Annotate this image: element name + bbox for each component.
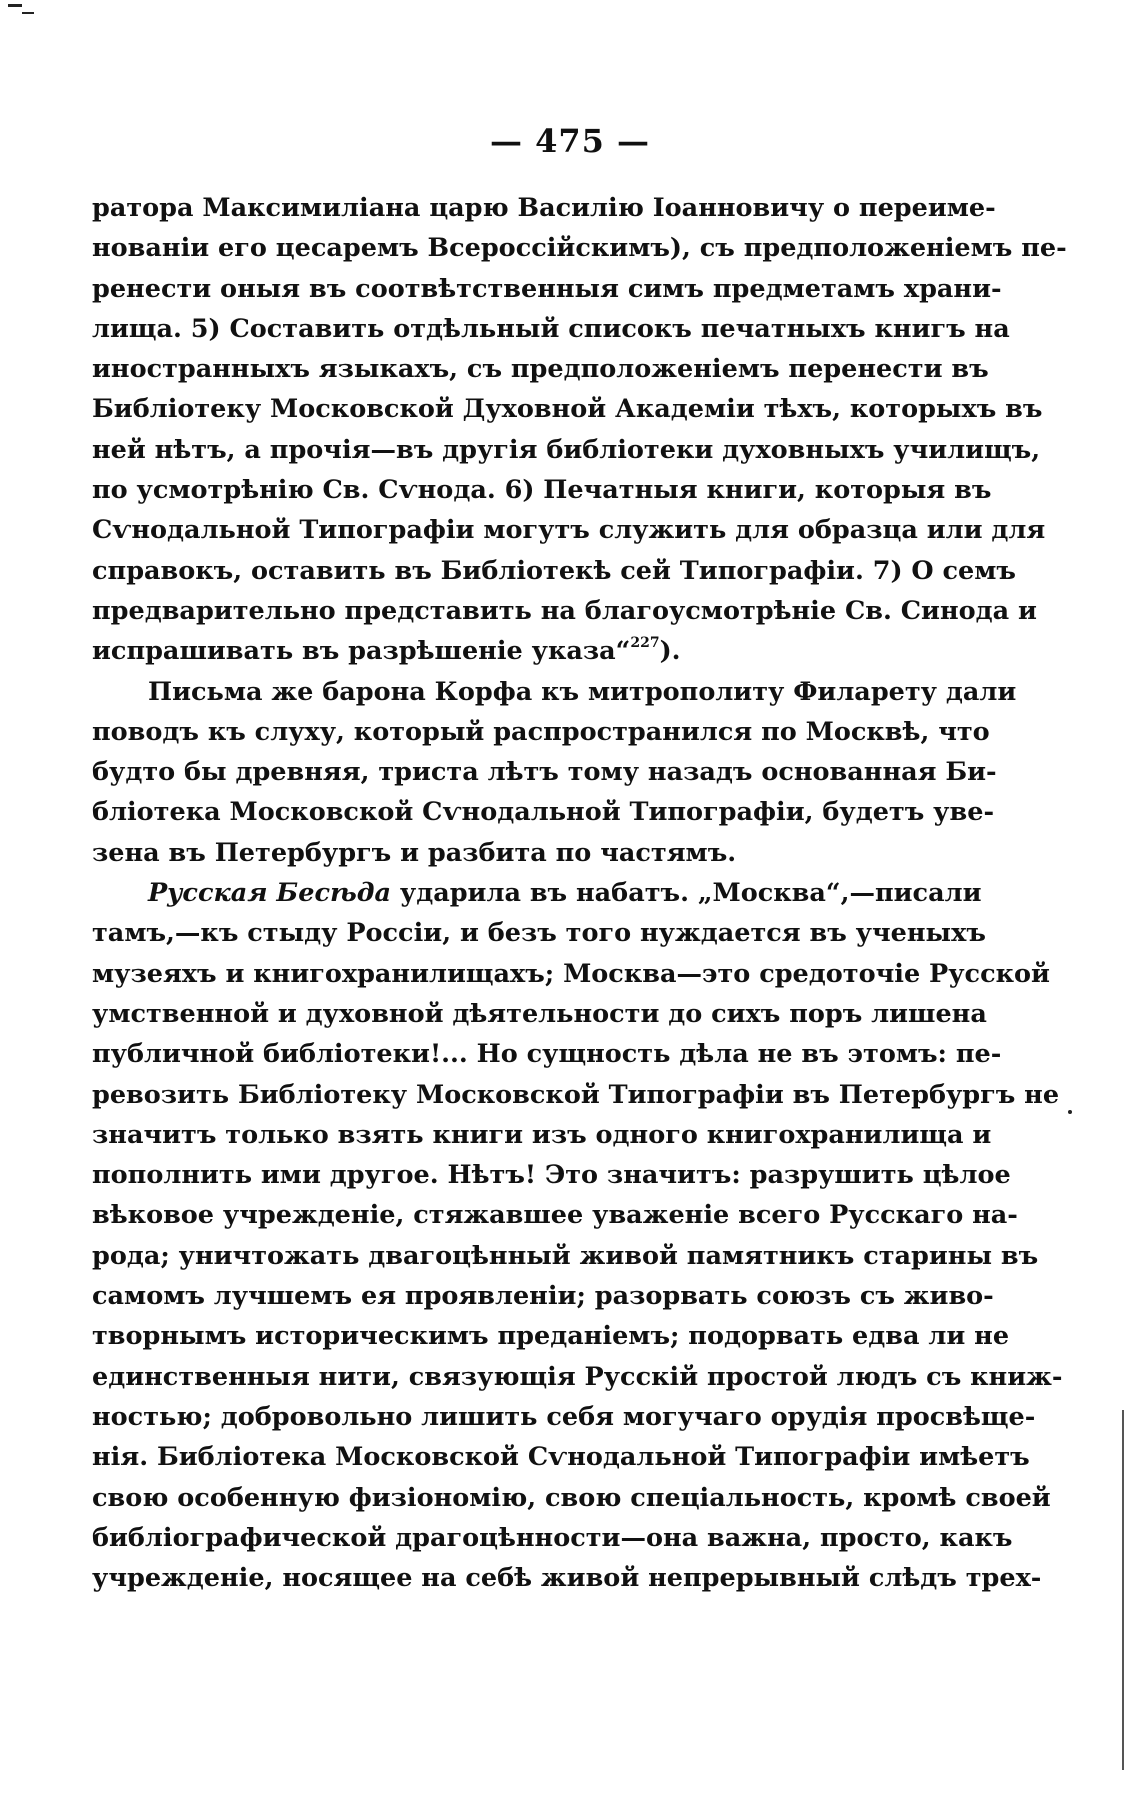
text-line: умственной и духовной дѣятельности до сихъ поръ лишена <box>92 998 987 1029</box>
text-line: иностранныхъ языкахъ, съ предположеніемъ перенести въ <box>92 354 989 385</box>
scan-mark-top-left-2 <box>22 12 34 14</box>
text-line: музеяхъ и книгохранилищахъ; Москва—это средоточіе Русской <box>92 958 1050 989</box>
text-line: Сѵнодальной Типографіи могутъ служить для образца или для <box>92 515 1046 546</box>
paragraph-1 <box>92 188 1067 672</box>
text-line: ревозить Библіотеку Московской Типографіи въ Петербургъ не <box>92 1079 1060 1110</box>
first-line-rest: ударила въ набатъ. „Москва“,—писали <box>391 878 982 909</box>
scan-dot-right <box>1068 1110 1072 1114</box>
text-line: будто бы древняя, триста лѣтъ тому назадъ основанная Би- <box>92 757 997 788</box>
text-line: самомъ лучшемъ ея проявленіи; разорвать союзъ съ живо- <box>92 1281 994 1312</box>
text-line: библіографической драгоцѣнности—она важна, просто, какъ <box>92 1522 1013 1553</box>
paragraph-2 <box>92 672 1017 873</box>
text-line <box>92 873 982 913</box>
paragraph-3 <box>92 873 1063 1598</box>
text-line: ратора Максимиліана царю Василію Іоанновичу о переиме- <box>92 193 996 223</box>
page-number: — 475 — <box>489 122 651 160</box>
text-line: публичной библіотеки!... Но сущность дѣла не въ этомъ: пе- <box>92 1039 1002 1070</box>
text-line: ренести оныя въ соотвѣтственныя симъ предметамъ храни- <box>92 273 1002 304</box>
text-line: рода; уничтожать двагоцѣнный живой памятникъ старины въ <box>92 1240 1039 1271</box>
text-line: единственныя нити, связующія Русскій простой людъ съ книж- <box>92 1361 1063 1392</box>
journal-title: Русская Бесѣда <box>148 878 391 909</box>
text-line: творнымъ историческимъ преданіемъ; подорвать едва ли не <box>92 1321 1010 1352</box>
text-line: тамъ,—къ стыду Россіи, и безъ того нуждается въ ученыхъ <box>92 918 986 949</box>
text-line: свою особенную физіономію, свою спеціальность, кромѣ своей <box>92 1482 1051 1513</box>
text-line: пополнить ими другое. Нѣтъ! Это значитъ: разрушить цѣлое <box>92 1160 1011 1191</box>
text-line: лища. 5) Составить отдѣльный списокъ печатныхъ книгъ на <box>92 313 1010 344</box>
text-line: предварительно представить на благоусмотрѣніе Св. Синода и <box>92 595 1037 626</box>
last-line-end: ). <box>659 636 681 667</box>
text-line: Письма же барона Корфа къ митрополиту Филарету дали <box>148 676 1017 707</box>
text-line: справокъ, оставить въ Библіотекѣ сей Типографіи. 7) О семъ <box>92 555 1016 586</box>
text-line: бліотека Московской Сѵнодальной Типографіи, будетъ уве- <box>92 797 995 828</box>
text-line: вѣковое учрежденіе, стяжавшее уваженіе всего Русскаго на- <box>92 1200 1018 1231</box>
footnote-reference: 227 <box>630 635 660 652</box>
scan-mark-top-left <box>8 4 22 7</box>
text-line-last <box>92 631 932 671</box>
text-line: ней нѣтъ, а прочія—въ другія библіотеки духовныхъ училищъ, <box>92 434 1041 465</box>
text-line: учрежденіе, носящее на себѣ живой непрерывный слѣдъ трех- <box>92 1563 1042 1594</box>
text-line-last: зена въ Петербургъ и разбита по частямъ. <box>92 837 737 868</box>
scan-mark-right-edge <box>1122 1410 1124 1770</box>
text-line: поводъ къ слуху, который распространился по Москвѣ, что <box>92 716 990 747</box>
text-line: Библіотеку Московской Духовной Академіи тѣхъ, которыхъ въ <box>92 394 1043 425</box>
text-line: ностью; добровольно лишить себя могучаго орудія просвѣще- <box>92 1401 1036 1432</box>
text-line: нованіи его цесаремъ Всероссійскимъ), съ предположеніемъ пе- <box>92 233 1067 264</box>
text-line: значитъ только взять книги изъ одного книгохранилища и <box>92 1119 992 1150</box>
text-line: по усмотрѣнію Св. Сѵнода. 6) Печатныя книги, которыя въ <box>92 475 992 506</box>
text-line: нія. Библіотека Московской Сѵнодальной Типографіи имѣетъ <box>92 1442 1030 1473</box>
body-text <box>92 188 1067 1598</box>
last-line-text: испрашивать въ разрѣшеніе указа“ <box>92 636 631 667</box>
